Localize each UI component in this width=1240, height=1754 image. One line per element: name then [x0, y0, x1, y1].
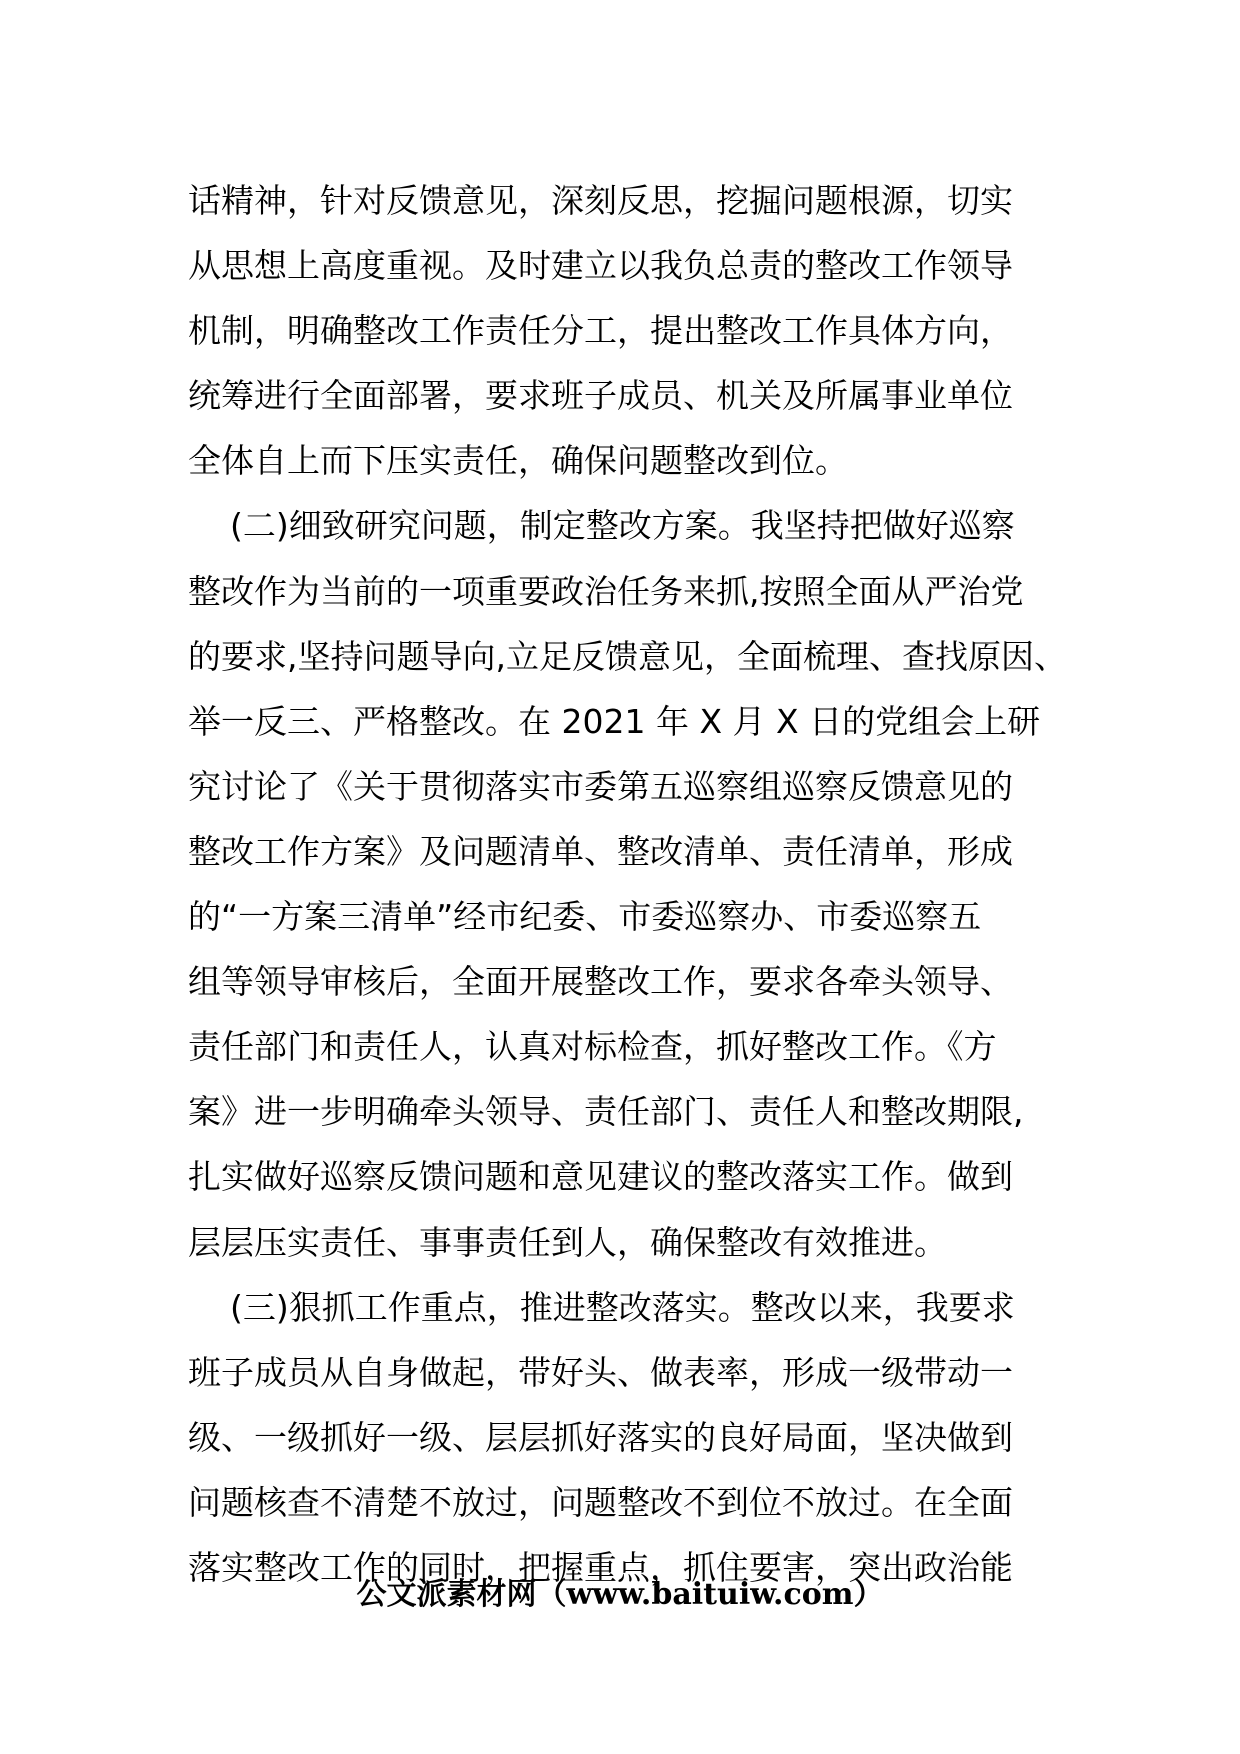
text-line: 落实整改工作的同时，把握重点，抓住要害，突出政治能 — [188, 1547, 1013, 1587]
text-line: 组等领导审核后，全面开展整改工作，要求各牵头领导、 — [188, 962, 1013, 1002]
text-line: 统筹进行全面部署，要求班子成员、机关及所属事业单位 — [188, 376, 1013, 416]
text-line: 级、一级抓好一级、层层抓好落实的良好局面，坚决做到 — [188, 1417, 1013, 1457]
text-line: 责任部门和责任人，认真对标检查，抓好整改工作。《方 — [188, 1027, 997, 1067]
text-line: 的要求,坚持问题导向,立足反馈意见，全面梳理、查找原因、 — [188, 636, 1067, 676]
text-line: (三)狠抓工作重点，推进整改落实。整改以来，我要求 — [188, 1287, 1015, 1327]
text-line: 层层压实责任、事事责任到人，确保整改有效推进。 — [188, 1222, 947, 1262]
text-line: 话精神，针对反馈意见，深刻反思，挖掘问题根源，切实 — [188, 181, 1013, 220]
text-line: 举一反三、严格整改。在 2021 年 X 月 X 日的党组会上研 — [188, 701, 1041, 741]
text-line: 的“一方案三清单”经市纪委、市委巡察办、市委巡察五 — [188, 897, 982, 937]
text-line: 整改作为当前的一项重要政治任务来抓,按照全面从严治党 — [188, 571, 1024, 611]
text-line: 究讨论了《关于贯彻落实市委第五巡察组巡察反馈意见的 — [188, 766, 1013, 806]
text-line: 班子成员从自身做起，带好头、做表率，形成一级带动一 — [188, 1352, 1013, 1392]
text-line: 从思想上高度重视。及时建立以我负总责的整改工作领导 — [188, 246, 1013, 286]
text-line: 整改工作方案》及问题清单、整改清单、责任清单，形成 — [188, 831, 1013, 871]
text-line: 问题核查不清楚不放过，问题整改不到位不放过。在全面 — [188, 1482, 1013, 1522]
text-line: 全体自上而下压实责任，确保问题整改到位。 — [188, 441, 848, 481]
text-line: (二)细致研究问题，制定整改方案。我坚持把做好巡察 — [188, 506, 1015, 546]
text-line: 案》进一步明确牵头领导、责任部门、责任人和整改期限, — [188, 1092, 1024, 1132]
footer-watermark: 公文派素材网（www.baituiw.com） — [356, 1577, 884, 1612]
text-line: 机制，明确整改工作责任分工，提出整改工作具体方向， — [188, 311, 1013, 351]
body-text — [188, 168, 1068, 1600]
text-line: 扎实做好巡察反馈问题和意见建议的整改落实工作。做到 — [188, 1157, 1013, 1197]
